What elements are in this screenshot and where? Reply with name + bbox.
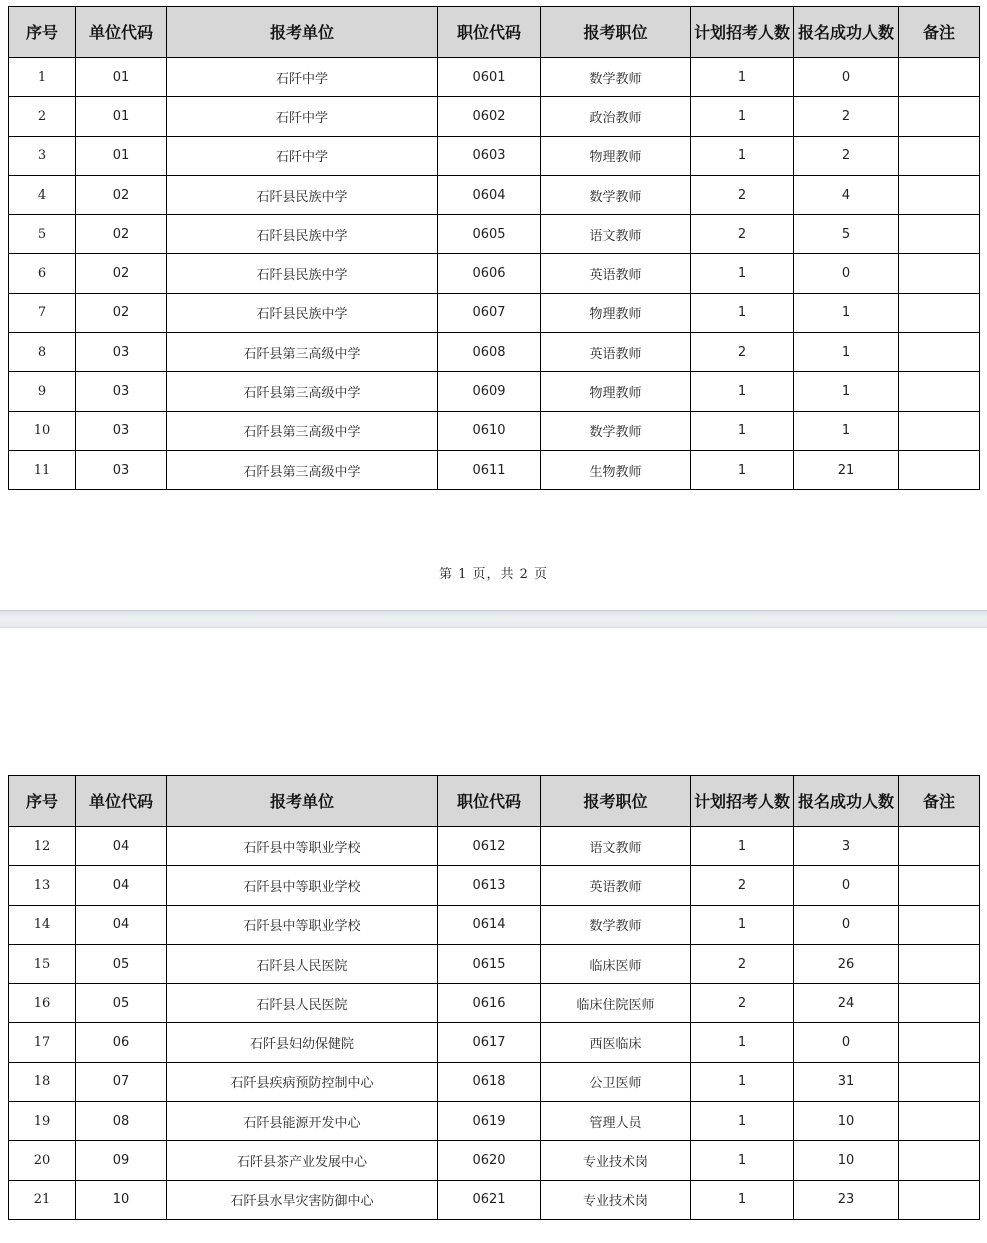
- cell-position: 物理教师: [541, 136, 691, 175]
- page-footer: 第 1 页，共 2 页: [438, 567, 549, 582]
- cell-seq: 17: [9, 1023, 76, 1062]
- cell-unit-code: 06: [76, 1023, 167, 1062]
- cell-position-code: 0620: [438, 1141, 541, 1180]
- cell-note: [899, 905, 980, 944]
- cell-note: [899, 866, 980, 905]
- table-row: [9, 944, 980, 983]
- cell-position: 英语教师: [541, 254, 691, 293]
- table-row: [9, 866, 980, 905]
- cell-seq: 10: [9, 411, 76, 450]
- cell-position-code: 0614: [438, 905, 541, 944]
- cell-unit: 石阡县人民医院: [167, 984, 438, 1023]
- cell-plan-count: 1: [691, 293, 794, 332]
- header-seq: 序号: [9, 776, 76, 827]
- cell-plan-count: 2: [691, 333, 794, 372]
- cell-position-code: 0608: [438, 333, 541, 372]
- cell-unit-code: 04: [76, 866, 167, 905]
- table-row: [9, 293, 980, 332]
- cell-unit-code: 03: [76, 450, 167, 489]
- cell-position: 西医临床: [541, 1023, 691, 1062]
- cell-note: [899, 827, 980, 866]
- cell-position-code: 0619: [438, 1102, 541, 1141]
- cell-position-code: 0601: [438, 58, 541, 97]
- cell-unit: 石阡县民族中学: [167, 215, 438, 254]
- cell-seq: 4: [9, 175, 76, 214]
- cell-unit-code: 03: [76, 333, 167, 372]
- cell-seq: 5: [9, 215, 76, 254]
- cell-seq: 18: [9, 1062, 76, 1101]
- cell-seq: 9: [9, 372, 76, 411]
- cell-position-code: 0621: [438, 1180, 541, 1219]
- cell-seq: 16: [9, 984, 76, 1023]
- cell-position-code: 0612: [438, 827, 541, 866]
- cell-plan-count: 1: [691, 254, 794, 293]
- table-row: [9, 1102, 980, 1141]
- cell-position-code: 0605: [438, 215, 541, 254]
- cell-plan-count: 2: [691, 866, 794, 905]
- table-row: [9, 827, 980, 866]
- cell-plan-count: 1: [691, 1180, 794, 1219]
- cell-plan-count: 1: [691, 372, 794, 411]
- cell-applied-count: 0: [794, 58, 899, 97]
- cell-position-code: 0616: [438, 984, 541, 1023]
- header-applied-count: 报名成功人数: [794, 776, 899, 827]
- recruitment-table-page-1: [8, 6, 980, 490]
- recruitment-table-page-2: [8, 775, 980, 1220]
- cell-plan-count: 1: [691, 1102, 794, 1141]
- table-header-row: [9, 7, 980, 58]
- cell-position-code: 0613: [438, 866, 541, 905]
- cell-unit: 石阡县能源开发中心: [167, 1102, 438, 1141]
- cell-applied-count: 0: [794, 254, 899, 293]
- cell-unit: 石阡县中等职业学校: [167, 905, 438, 944]
- cell-unit-code: 04: [76, 905, 167, 944]
- header-unit-code: 单位代码: [76, 776, 167, 827]
- header-unit: 报考单位: [167, 776, 438, 827]
- header-position: 报考职位: [541, 7, 691, 58]
- cell-plan-count: 2: [691, 215, 794, 254]
- cell-unit: 石阡县民族中学: [167, 175, 438, 214]
- cell-applied-count: 1: [794, 372, 899, 411]
- cell-unit-code: 05: [76, 984, 167, 1023]
- table-row: [9, 136, 980, 175]
- cell-applied-count: 10: [794, 1102, 899, 1141]
- table-row: [9, 984, 980, 1023]
- cell-note: [899, 58, 980, 97]
- cell-unit: 石阡中学: [167, 97, 438, 136]
- cell-applied-count: 1: [794, 411, 899, 450]
- cell-note: [899, 411, 980, 450]
- cell-unit-code: 04: [76, 827, 167, 866]
- cell-plan-count: 1: [691, 905, 794, 944]
- table-row: [9, 1023, 980, 1062]
- table-row: [9, 254, 980, 293]
- cell-unit: 石阡县民族中学: [167, 293, 438, 332]
- cell-note: [899, 984, 980, 1023]
- cell-position: 语文教师: [541, 827, 691, 866]
- cell-unit: 石阡县疾病预防控制中心: [167, 1062, 438, 1101]
- table-row: [9, 333, 980, 372]
- cell-applied-count: 0: [794, 905, 899, 944]
- cell-unit-code: 08: [76, 1102, 167, 1141]
- cell-plan-count: 2: [691, 944, 794, 983]
- cell-position: 专业技术岗: [541, 1141, 691, 1180]
- cell-position: 英语教师: [541, 333, 691, 372]
- cell-position: 语文教师: [541, 215, 691, 254]
- cell-unit: 石阡县中等职业学校: [167, 827, 438, 866]
- cell-note: [899, 372, 980, 411]
- cell-seq: 1: [9, 58, 76, 97]
- cell-position: 数学教师: [541, 905, 691, 944]
- cell-applied-count: 26: [794, 944, 899, 983]
- cell-applied-count: 0: [794, 1023, 899, 1062]
- cell-note: [899, 97, 980, 136]
- table-row: [9, 450, 980, 489]
- cell-applied-count: 10: [794, 1141, 899, 1180]
- cell-unit: 石阡县第三高级中学: [167, 450, 438, 489]
- cell-unit-code: 01: [76, 136, 167, 175]
- header-note: 备注: [899, 7, 980, 58]
- cell-unit-code: 10: [76, 1180, 167, 1219]
- cell-position-code: 0615: [438, 944, 541, 983]
- cell-plan-count: 2: [691, 175, 794, 214]
- cell-unit: 石阡县茶产业发展中心: [167, 1141, 438, 1180]
- cell-unit: 石阡中学: [167, 58, 438, 97]
- cell-applied-count: 2: [794, 136, 899, 175]
- cell-note: [899, 333, 980, 372]
- cell-plan-count: 1: [691, 58, 794, 97]
- cell-position: 数学教师: [541, 175, 691, 214]
- cell-note: [899, 254, 980, 293]
- cell-unit-code: 05: [76, 944, 167, 983]
- cell-applied-count: 4: [794, 175, 899, 214]
- cell-applied-count: 0: [794, 866, 899, 905]
- cell-note: [899, 136, 980, 175]
- table-row: [9, 372, 980, 411]
- cell-note: [899, 1023, 980, 1062]
- cell-position: 管理人员: [541, 1102, 691, 1141]
- cell-unit-code: 02: [76, 175, 167, 214]
- cell-plan-count: 1: [691, 827, 794, 866]
- cell-plan-count: 1: [691, 411, 794, 450]
- cell-position-code: 0611: [438, 450, 541, 489]
- cell-unit-code: 01: [76, 58, 167, 97]
- cell-unit-code: 02: [76, 215, 167, 254]
- cell-seq: 20: [9, 1141, 76, 1180]
- cell-position: 专业技术岗: [541, 1180, 691, 1219]
- table-row: [9, 215, 980, 254]
- cell-note: [899, 450, 980, 489]
- cell-note: [899, 175, 980, 214]
- cell-applied-count: 1: [794, 333, 899, 372]
- cell-position: 物理教师: [541, 293, 691, 332]
- cell-seq: 19: [9, 1102, 76, 1141]
- cell-seq: 8: [9, 333, 76, 372]
- cell-note: [899, 215, 980, 254]
- header-note: 备注: [899, 776, 980, 827]
- header-plan-count: 计划招考人数: [691, 7, 794, 58]
- cell-plan-count: 1: [691, 97, 794, 136]
- cell-position-code: 0618: [438, 1062, 541, 1101]
- cell-unit-code: 07: [76, 1062, 167, 1101]
- cell-plan-count: 1: [691, 1062, 794, 1101]
- cell-position: 临床医师: [541, 944, 691, 983]
- cell-position-code: 0604: [438, 175, 541, 214]
- header-unit: 报考单位: [167, 7, 438, 58]
- cell-applied-count: 2: [794, 97, 899, 136]
- cell-position: 生物教师: [541, 450, 691, 489]
- cell-note: [899, 293, 980, 332]
- cell-unit: 石阡中学: [167, 136, 438, 175]
- cell-unit-code: 03: [76, 411, 167, 450]
- cell-position: 公卫医师: [541, 1062, 691, 1101]
- cell-applied-count: 24: [794, 984, 899, 1023]
- header-seq: 序号: [9, 7, 76, 58]
- table-row: [9, 97, 980, 136]
- cell-note: [899, 1141, 980, 1180]
- cell-plan-count: 1: [691, 1023, 794, 1062]
- cell-unit: 石阡县第三高级中学: [167, 333, 438, 372]
- cell-position-code: 0610: [438, 411, 541, 450]
- header-position: 报考职位: [541, 776, 691, 827]
- header-position-code: 职位代码: [438, 7, 541, 58]
- cell-position-code: 0602: [438, 97, 541, 136]
- cell-plan-count: 1: [691, 136, 794, 175]
- table-body-page-2: [9, 827, 980, 1220]
- document-page-2: [0, 628, 987, 1243]
- cell-seq: 14: [9, 905, 76, 944]
- cell-applied-count: 1: [794, 293, 899, 332]
- cell-plan-count: 1: [691, 450, 794, 489]
- cell-unit: 石阡县人民医院: [167, 944, 438, 983]
- cell-seq: 12: [9, 827, 76, 866]
- cell-unit-code: 01: [76, 97, 167, 136]
- cell-note: [899, 1062, 980, 1101]
- header-unit-code: 单位代码: [76, 7, 167, 58]
- cell-applied-count: 3: [794, 827, 899, 866]
- table-row: [9, 1062, 980, 1101]
- cell-unit: 石阡县妇幼保健院: [167, 1023, 438, 1062]
- cell-unit-code: 09: [76, 1141, 167, 1180]
- cell-seq: 2: [9, 97, 76, 136]
- table-row: [9, 175, 980, 214]
- cell-seq: 6: [9, 254, 76, 293]
- cell-position: 物理教师: [541, 372, 691, 411]
- cell-position: 英语教师: [541, 866, 691, 905]
- header-applied-count: 报名成功人数: [794, 7, 899, 58]
- table-body-page-1: [9, 58, 980, 490]
- cell-seq: 3: [9, 136, 76, 175]
- header-plan-count: 计划招考人数: [691, 776, 794, 827]
- cell-position-code: 0606: [438, 254, 541, 293]
- cell-seq: 7: [9, 293, 76, 332]
- cell-seq: 15: [9, 944, 76, 983]
- document-page-1: [0, 0, 987, 610]
- cell-unit-code: 02: [76, 254, 167, 293]
- table-row: [9, 411, 980, 450]
- cell-applied-count: 31: [794, 1062, 899, 1101]
- cell-position-code: 0617: [438, 1023, 541, 1062]
- cell-position-code: 0607: [438, 293, 541, 332]
- cell-unit: 石阡县第三高级中学: [167, 411, 438, 450]
- cell-unit-code: 02: [76, 293, 167, 332]
- cell-position: 临床住院医师: [541, 984, 691, 1023]
- cell-note: [899, 1180, 980, 1219]
- cell-position-code: 0609: [438, 372, 541, 411]
- cell-applied-count: 23: [794, 1180, 899, 1219]
- page-separator: [0, 610, 987, 628]
- table-header-row: [9, 776, 980, 827]
- cell-seq: 11: [9, 450, 76, 489]
- cell-unit: 石阡县民族中学: [167, 254, 438, 293]
- header-position-code: 职位代码: [438, 776, 541, 827]
- cell-position: 数学教师: [541, 411, 691, 450]
- table-row: [9, 905, 980, 944]
- cell-unit: 石阡县中等职业学校: [167, 866, 438, 905]
- cell-position-code: 0603: [438, 136, 541, 175]
- cell-applied-count: 5: [794, 215, 899, 254]
- cell-unit-code: 03: [76, 372, 167, 411]
- cell-plan-count: 1: [691, 1141, 794, 1180]
- table-row: [9, 58, 980, 97]
- cell-seq: 13: [9, 866, 76, 905]
- cell-applied-count: 21: [794, 450, 899, 489]
- table-row: [9, 1180, 980, 1219]
- table-row: [9, 1141, 980, 1180]
- cell-unit: 石阡县水旱灾害防御中心: [167, 1180, 438, 1219]
- cell-unit: 石阡县第三高级中学: [167, 372, 438, 411]
- cell-position: 数学教师: [541, 58, 691, 97]
- cell-seq: 21: [9, 1180, 76, 1219]
- cell-note: [899, 1102, 980, 1141]
- cell-plan-count: 2: [691, 984, 794, 1023]
- cell-position: 政治教师: [541, 97, 691, 136]
- cell-note: [899, 944, 980, 983]
